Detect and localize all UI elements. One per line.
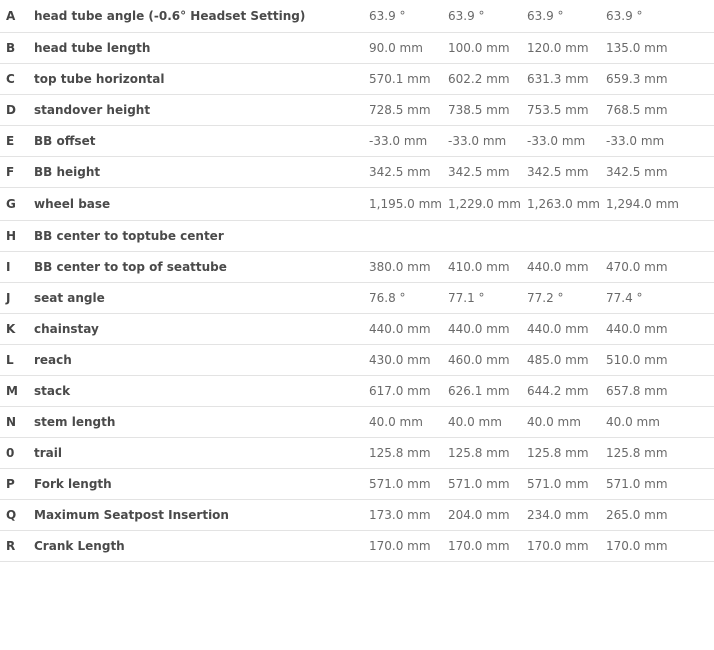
row-value-size-4: 77.4 ° xyxy=(606,283,685,314)
row-value-size-3: 77.2 ° xyxy=(527,283,606,314)
row-value-size-1: 617.0 mm xyxy=(369,376,448,407)
row-value-size-1: 76.8 ° xyxy=(369,283,448,314)
row-letter: J xyxy=(0,283,34,314)
table-row xyxy=(0,376,714,407)
row-spacer xyxy=(685,126,714,157)
row-value-size-3: 1,263.0 mm xyxy=(527,188,606,221)
row-value-size-4: 63.9 ° xyxy=(606,0,685,33)
row-value-size-4 xyxy=(606,221,685,252)
row-value-size-1: 430.0 mm xyxy=(369,345,448,376)
row-value-size-4: 125.8 mm xyxy=(606,438,685,469)
row-value-size-2: 77.1 ° xyxy=(448,283,527,314)
row-value-size-2: 460.0 mm xyxy=(448,345,527,376)
row-value-size-3: 40.0 mm xyxy=(527,407,606,438)
row-letter: E xyxy=(0,126,34,157)
row-value-size-2: -33.0 mm xyxy=(448,126,527,157)
row-spacer xyxy=(685,376,714,407)
row-value-size-4: 510.0 mm xyxy=(606,345,685,376)
row-value-size-2: 738.5 mm xyxy=(448,95,527,126)
row-value-size-1: 173.0 mm xyxy=(369,500,448,531)
row-value-size-1: 440.0 mm xyxy=(369,314,448,345)
row-measurement-name: standover height xyxy=(34,95,369,126)
row-letter: D xyxy=(0,95,34,126)
row-value-size-1 xyxy=(369,221,448,252)
row-value-size-1: 380.0 mm xyxy=(369,252,448,283)
row-value-size-4: 40.0 mm xyxy=(606,407,685,438)
row-value-size-3 xyxy=(527,221,606,252)
row-spacer xyxy=(685,531,714,562)
row-value-size-3: 631.3 mm xyxy=(527,64,606,95)
row-letter: C xyxy=(0,64,34,95)
row-value-size-2: 571.0 mm xyxy=(448,469,527,500)
row-letter: L xyxy=(0,345,34,376)
row-value-size-2: 125.8 mm xyxy=(448,438,527,469)
row-measurement-name: Fork length xyxy=(34,469,369,500)
row-value-size-1: -33.0 mm xyxy=(369,126,448,157)
row-value-size-2: 100.0 mm xyxy=(448,33,527,64)
row-measurement-name: top tube horizontal xyxy=(34,64,369,95)
row-measurement-name: BB offset xyxy=(34,126,369,157)
row-letter: A xyxy=(0,0,34,33)
row-spacer xyxy=(685,252,714,283)
row-measurement-name: head tube angle (-0.6° Headset Setting) xyxy=(34,0,369,33)
row-value-size-3: 440.0 mm xyxy=(527,314,606,345)
table-row xyxy=(0,500,714,531)
table-row xyxy=(0,188,714,221)
row-value-size-4: 657.8 mm xyxy=(606,376,685,407)
row-spacer xyxy=(685,500,714,531)
row-value-size-4: 768.5 mm xyxy=(606,95,685,126)
row-measurement-name: reach xyxy=(34,345,369,376)
row-value-size-2: 170.0 mm xyxy=(448,531,527,562)
row-value-size-4: 440.0 mm xyxy=(606,314,685,345)
row-spacer xyxy=(685,221,714,252)
row-measurement-name: stack xyxy=(34,376,369,407)
row-spacer xyxy=(685,157,714,188)
row-letter: R xyxy=(0,531,34,562)
table-row xyxy=(0,64,714,95)
row-value-size-1: 40.0 mm xyxy=(369,407,448,438)
row-value-size-3: 342.5 mm xyxy=(527,157,606,188)
row-value-size-3: 234.0 mm xyxy=(527,500,606,531)
row-value-size-2: 204.0 mm xyxy=(448,500,527,531)
row-measurement-name: trail xyxy=(34,438,369,469)
row-value-size-3: 170.0 mm xyxy=(527,531,606,562)
row-spacer xyxy=(685,438,714,469)
row-measurement-name: BB center to toptube center xyxy=(34,221,369,252)
row-value-size-2: 40.0 mm xyxy=(448,407,527,438)
row-value-size-1: 90.0 mm xyxy=(369,33,448,64)
table-row xyxy=(0,157,714,188)
row-value-size-4: 265.0 mm xyxy=(606,500,685,531)
table-row xyxy=(0,221,714,252)
row-value-size-2: 63.9 ° xyxy=(448,0,527,33)
row-value-size-3: -33.0 mm xyxy=(527,126,606,157)
table-row xyxy=(0,0,714,33)
row-value-size-4: 135.0 mm xyxy=(606,33,685,64)
row-value-size-4: 470.0 mm xyxy=(606,252,685,283)
row-value-size-2: 626.1 mm xyxy=(448,376,527,407)
row-value-size-2: 342.5 mm xyxy=(448,157,527,188)
row-letter: G xyxy=(0,188,34,221)
row-spacer xyxy=(685,314,714,345)
row-letter: K xyxy=(0,314,34,345)
table-row xyxy=(0,345,714,376)
row-value-size-4: 342.5 mm xyxy=(606,157,685,188)
row-letter: P xyxy=(0,469,34,500)
row-measurement-name: Crank Length xyxy=(34,531,369,562)
table-row xyxy=(0,95,714,126)
row-value-size-3: 125.8 mm xyxy=(527,438,606,469)
row-measurement-name: stem length xyxy=(34,407,369,438)
row-value-size-3: 644.2 mm xyxy=(527,376,606,407)
row-letter: M xyxy=(0,376,34,407)
row-measurement-name: head tube length xyxy=(34,33,369,64)
row-value-size-1: 1,195.0 mm xyxy=(369,188,448,221)
table-row xyxy=(0,314,714,345)
row-value-size-1: 170.0 mm xyxy=(369,531,448,562)
row-letter: B xyxy=(0,33,34,64)
row-measurement-name: seat angle xyxy=(34,283,369,314)
row-value-size-3: 485.0 mm xyxy=(527,345,606,376)
row-value-size-1: 63.9 ° xyxy=(369,0,448,33)
row-letter: H xyxy=(0,221,34,252)
row-value-size-3: 120.0 mm xyxy=(527,33,606,64)
row-spacer xyxy=(685,283,714,314)
table-row xyxy=(0,438,714,469)
row-letter: I xyxy=(0,252,34,283)
row-value-size-4: 571.0 mm xyxy=(606,469,685,500)
row-measurement-name: BB height xyxy=(34,157,369,188)
row-value-size-3: 63.9 ° xyxy=(527,0,606,33)
row-letter: Q xyxy=(0,500,34,531)
row-value-size-2 xyxy=(448,221,527,252)
row-letter: F xyxy=(0,157,34,188)
row-value-size-4: 1,294.0 mm xyxy=(606,188,685,221)
row-spacer xyxy=(685,64,714,95)
table-row xyxy=(0,252,714,283)
row-value-size-3: 571.0 mm xyxy=(527,469,606,500)
row-value-size-2: 1,229.0 mm xyxy=(448,188,527,221)
row-value-size-1: 570.1 mm xyxy=(369,64,448,95)
row-letter: 0 xyxy=(0,438,34,469)
table-row xyxy=(0,283,714,314)
row-value-size-1: 728.5 mm xyxy=(369,95,448,126)
row-measurement-name: wheel base xyxy=(34,188,369,221)
table-row xyxy=(0,33,714,64)
table-row xyxy=(0,469,714,500)
row-value-size-2: 602.2 mm xyxy=(448,64,527,95)
row-value-size-2: 440.0 mm xyxy=(448,314,527,345)
row-spacer xyxy=(685,95,714,126)
row-value-size-4: 659.3 mm xyxy=(606,64,685,95)
row-value-size-3: 440.0 mm xyxy=(527,252,606,283)
row-value-size-1: 342.5 mm xyxy=(369,157,448,188)
row-spacer xyxy=(685,345,714,376)
row-value-size-4: -33.0 mm xyxy=(606,126,685,157)
table-row xyxy=(0,407,714,438)
row-value-size-2: 410.0 mm xyxy=(448,252,527,283)
row-value-size-1: 571.0 mm xyxy=(369,469,448,500)
row-measurement-name: BB center to top of seattube xyxy=(34,252,369,283)
table-row xyxy=(0,531,714,562)
table-row xyxy=(0,126,714,157)
row-measurement-name: chainstay xyxy=(34,314,369,345)
row-spacer xyxy=(685,469,714,500)
row-spacer xyxy=(685,0,714,33)
row-measurement-name: Maximum Seatpost Insertion xyxy=(34,500,369,531)
row-spacer xyxy=(685,188,714,221)
row-value-size-1: 125.8 mm xyxy=(369,438,448,469)
row-value-size-3: 753.5 mm xyxy=(527,95,606,126)
row-spacer xyxy=(685,33,714,64)
row-letter: N xyxy=(0,407,34,438)
row-spacer xyxy=(685,407,714,438)
row-value-size-4: 170.0 mm xyxy=(606,531,685,562)
